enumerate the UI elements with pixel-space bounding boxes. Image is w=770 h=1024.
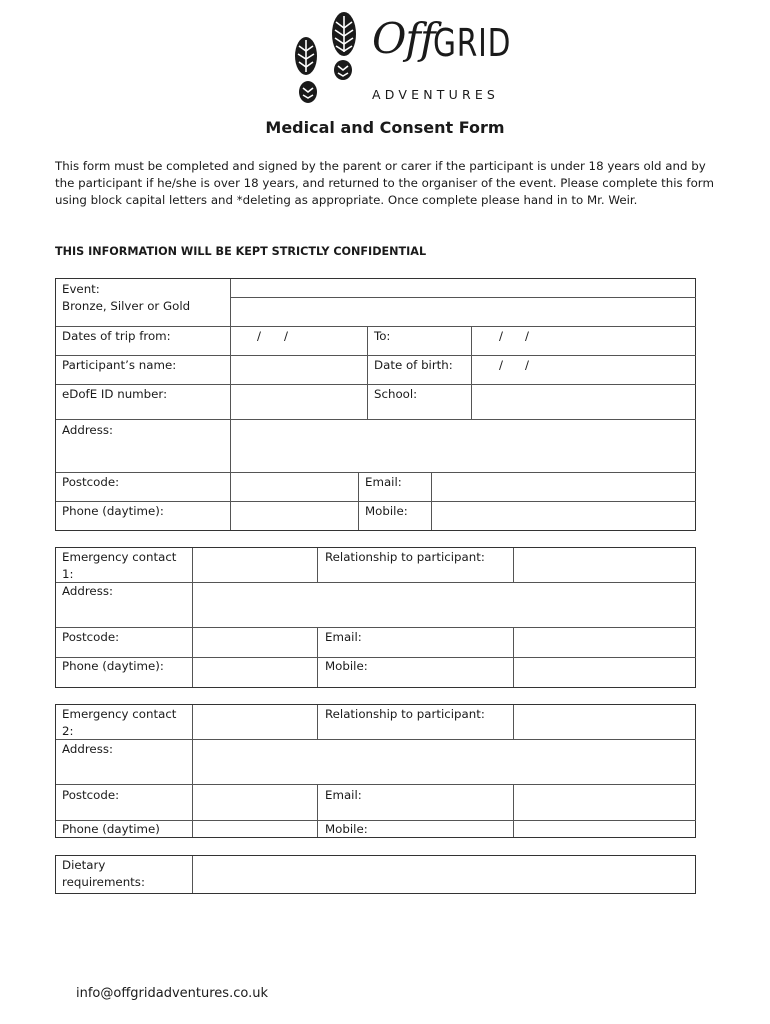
ec2-mobile-field[interactable] [514,821,696,837]
ec1-relationship-field[interactable] [514,548,696,583]
ec2-contact-label: Emergency contact 2: [62,707,177,738]
ec1-mobile-label: Mobile: [325,659,368,673]
date-separator: / [525,329,529,343]
ec2-mobile-label: Mobile: [325,822,368,836]
intro-paragraph: This form must be completed and signed by the parent or carer if the participant is under 18 years old and by the participant if he/she is over 18 years, and returned to the organiser of the event. Please complete this form using block capital letters and *deleting as appropriate. Once complete please hand in to Mr. Weir. [55,159,714,207]
dietary-field[interactable] [193,856,696,893]
ec2-relationship-field[interactable] [514,705,696,740]
date-separator: / [525,358,529,372]
name-field[interactable] [231,356,368,385]
ec1-relationship-label: Relationship to participant: [325,550,485,564]
address-label: Address: [62,423,113,437]
dates-from-field[interactable] [231,327,368,356]
date-separator: / [499,358,503,372]
school-label: School: [374,387,418,401]
ec1-postcode-field[interactable] [193,628,318,658]
dietary-label: Dietary requirements: [62,858,145,889]
ec1-address-label: Address: [62,584,113,598]
date-separator: / [499,329,503,343]
ec2-contact-field[interactable] [193,705,318,740]
ec2-email-field[interactable] [514,785,696,821]
boot-prints-icon [288,10,368,108]
ec2-postcode-field[interactable] [193,785,318,821]
dietary-table [55,855,696,894]
edofe-label: eDofE ID number: [62,387,168,401]
form-title: Medical and Consent Form [265,118,505,137]
ec1-mobile-field[interactable] [514,658,696,687]
ec2-address-label: Address: [62,742,113,756]
address-field[interactable] [231,420,696,473]
dob-field[interactable] [472,356,696,385]
emergency-contact-2-table [55,704,696,838]
ec1-address-field[interactable] [193,583,696,628]
school-field[interactable] [472,385,696,420]
participant-table [55,278,696,531]
date-separator: / [257,329,261,343]
ec2-relationship-label: Relationship to participant: [325,707,485,721]
ec1-contact-field[interactable] [193,548,318,583]
logo [288,10,528,108]
ec2-address-field[interactable] [193,740,696,785]
logo-word-grid: GRID [433,21,512,65]
ec2-email-label: Email: [325,788,362,802]
ec1-phone-label: Phone (daytime): [62,659,164,673]
email-label: Email: [365,475,402,489]
phone-label: Phone (daytime): [62,504,164,518]
event-label: Event: [62,282,100,296]
email-field[interactable] [432,473,696,502]
footer-email[interactable]: info@offgridadventures.co.uk [76,986,268,1001]
edofe-field[interactable] [231,385,368,420]
mobile-label: Mobile: [365,504,408,518]
dob-label: Date of birth: [374,358,453,372]
ec2-phone-label: Phone (daytime) [62,822,160,836]
event-field[interactable] [231,279,696,298]
ec1-phone-field[interactable] [193,658,318,687]
emergency-contact-1-table [55,547,696,688]
dates-from-label: Dates of trip from: [62,329,171,343]
postcode-field[interactable] [231,473,359,502]
level-label: Bronze, Silver or Gold [62,299,191,313]
ec1-email-label: Email: [325,630,362,644]
ec1-postcode-label: Postcode: [62,630,120,644]
to-label: To: [374,329,391,343]
logo-word-off: Off [372,14,435,63]
logo-word-adventures: ADVENTURES [372,87,500,102]
confidential-notice: THIS INFORMATION WILL BE KEPT STRICTLY CONFIDENTIAL [55,245,427,258]
name-label: Participant’s name: [62,358,177,372]
intro-text [55,158,715,209]
ec2-phone-field[interactable] [193,821,318,837]
level-field[interactable] [231,298,696,327]
ec2-postcode-label: Postcode: [62,788,120,802]
phone-field[interactable] [231,502,359,530]
ec1-email-field[interactable] [514,628,696,658]
mobile-field[interactable] [432,502,696,530]
ec1-contact-label: Emergency contact 1: [62,550,177,581]
postcode-label: Postcode: [62,475,120,489]
date-separator: / [284,329,288,343]
dates-to-field[interactable] [472,327,696,356]
